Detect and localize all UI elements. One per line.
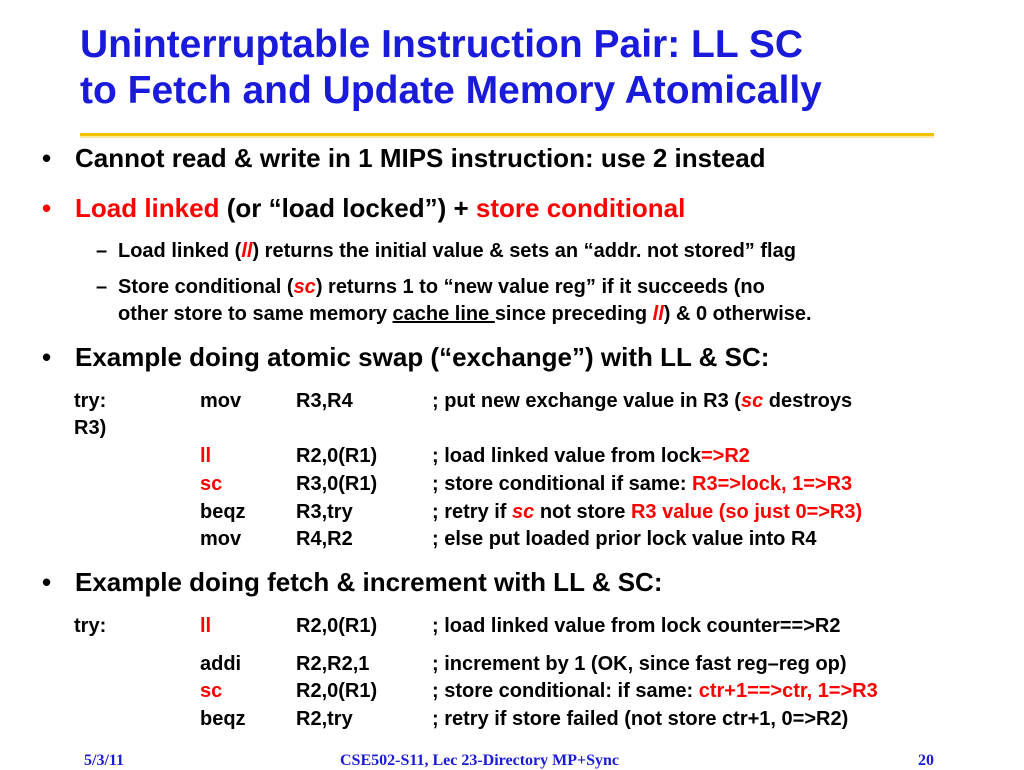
comment-part: ; store conditional if same:	[432, 473, 693, 495]
comment-highlight: ctr+1==>ctr, 1=>R3	[698, 680, 878, 702]
code-args: R3,try	[296, 501, 353, 523]
sub2-text-a: Store conditional (	[118, 276, 294, 298]
footer-page-number: 20	[918, 752, 934, 769]
sub1-text-c: ) returns the initial value & sets an “addr. not stored” flag	[252, 240, 796, 262]
code-comment: ; retry if store failed (not store ctr+1, 0=>R2)	[432, 708, 849, 730]
comment-highlight: R3=>lock, 1=>R3	[692, 473, 853, 495]
footer-date: 5/3/11	[84, 752, 125, 769]
title-divider-shadow	[80, 136, 934, 138]
load-linked-term: Load linked	[75, 193, 220, 223]
title-line-1: Uninterruptable Instruction Pair: LL SC	[80, 23, 804, 66]
comment-part: destroys	[763, 390, 853, 412]
sub-load-linked	[118, 240, 796, 263]
store-conditional-term: store conditional	[475, 193, 686, 223]
code-op: beqz	[200, 708, 246, 730]
bullet-marker: •	[42, 567, 52, 597]
code-op: sc	[200, 473, 223, 495]
code-args: R2,try	[296, 708, 353, 730]
comment-part: ; put new exchange value in R3 (	[432, 390, 741, 412]
code-comment: ; increment by 1 (OK, since fast reg–reg op)	[432, 653, 847, 675]
footer-course: CSE502-S11, Lec 23-Directory MP+Sync	[340, 752, 620, 769]
code-comment: ; load linked value from lock counter==>R2	[432, 615, 841, 637]
code-comment	[432, 473, 852, 496]
ll-mnemonic: ll	[241, 240, 253, 262]
bullet-marker: •	[42, 193, 52, 223]
code-op: mov	[200, 390, 242, 412]
sub2-text-c: ) returns 1 to “new value reg” if it succeeds (no	[315, 276, 765, 298]
comment-part: not store	[534, 501, 631, 523]
code-comment	[432, 501, 862, 524]
sc-mnemonic: sc	[293, 276, 316, 298]
code-op: sc	[200, 680, 223, 702]
code-args: R2,0(R1)	[296, 445, 378, 467]
comment-highlight: =>R2	[700, 445, 750, 467]
comment-part: ; load linked value from lock	[432, 445, 701, 467]
title-line-2: to Fetch and Update Memory Atomically	[80, 69, 822, 112]
slide-title	[80, 22, 980, 114]
bullet-marker: •	[42, 143, 52, 173]
sc-mnemonic: sc	[740, 390, 764, 412]
cache-line-term: cache line	[392, 303, 495, 325]
sc-mnemonic: sc	[512, 501, 535, 523]
code-op: ll	[200, 615, 212, 637]
code-op: beqz	[200, 501, 246, 523]
code-comment	[432, 445, 750, 468]
comment-part: ; store conditional: if same:	[432, 680, 699, 702]
sub-bullet-marker: –	[96, 276, 108, 298]
code-comment	[432, 390, 852, 413]
code-label-try: try:	[74, 390, 107, 412]
code-op: ll	[200, 445, 212, 467]
code-args: R3,R4	[296, 390, 353, 412]
sub2-text-f: since preceding	[494, 303, 653, 325]
comment-highlight: R3 value (so just 0=>R3)	[630, 501, 863, 523]
code-op: addi	[200, 653, 242, 675]
bullet-load-linked	[75, 193, 685, 224]
sub-store-conditional-line2	[118, 303, 812, 326]
bullet-atomic-swap: Example doing atomic swap (“exchange”) with LL & SC:	[75, 342, 770, 372]
load-locked-text: (or “load locked”) +	[219, 193, 476, 223]
code-args: R3,0(R1)	[296, 473, 378, 495]
sub2-text-d: other store to same memory	[118, 303, 393, 325]
code-comment-wrap: R3)	[74, 417, 107, 439]
code-args: R2,0(R1)	[296, 680, 378, 702]
bullet-marker: •	[42, 342, 52, 372]
code-args: R4,R2	[296, 528, 353, 550]
code-label-try: try:	[74, 615, 107, 637]
code-args: R2,R2,1	[296, 653, 370, 675]
sub1-text-a: Load linked (	[118, 240, 242, 262]
bullet-cannot-read-write: Cannot read & write in 1 MIPS instruction: use 2 instead	[75, 143, 766, 173]
sub-store-conditional-line1	[118, 276, 765, 299]
comment-part: ; retry if	[432, 501, 513, 523]
bullet-fetch-increment: Example doing fetch & increment with LL & SC:	[75, 567, 663, 597]
code-op: mov	[200, 528, 242, 550]
ll-mnemonic: ll	[652, 303, 664, 325]
code-comment	[432, 680, 878, 703]
code-args: R2,0(R1)	[296, 615, 378, 637]
sub-bullet-marker: –	[96, 240, 108, 262]
code-comment: ; else put loaded prior lock value into R4	[432, 528, 817, 550]
sub2-text-h: ) & 0 otherwise.	[663, 303, 812, 325]
